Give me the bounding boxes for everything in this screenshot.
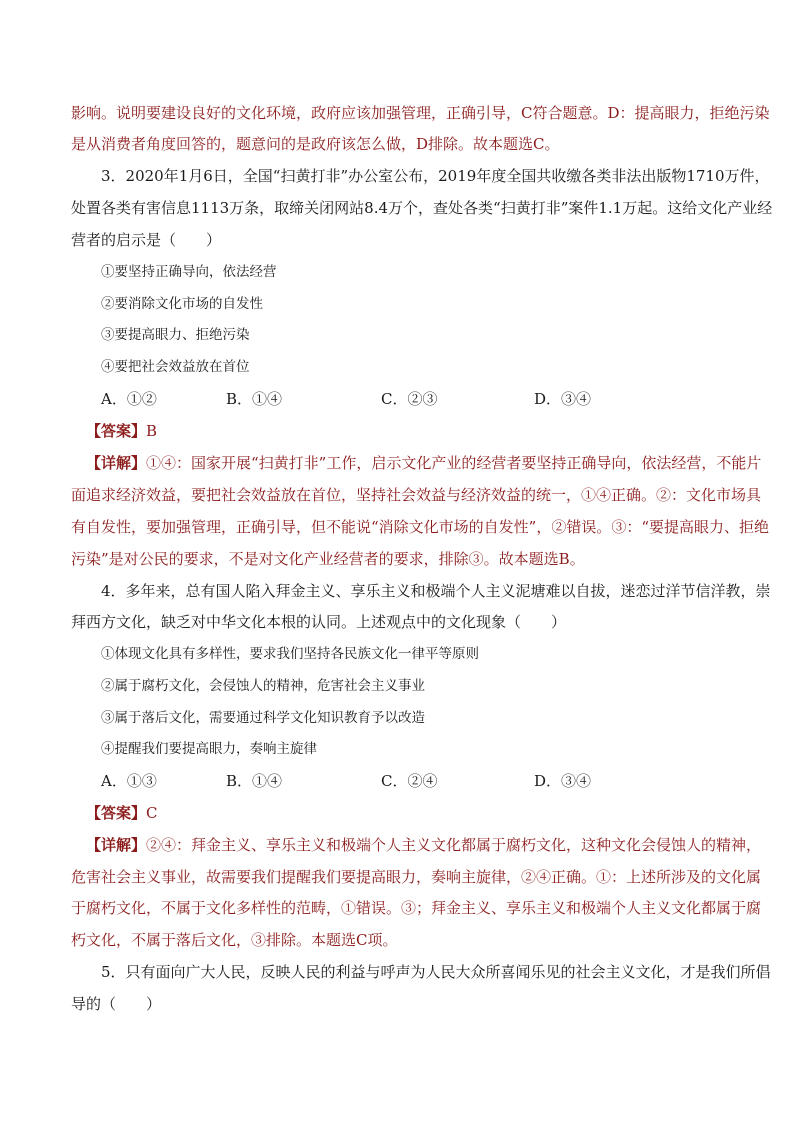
q4-item-2: ②属于腐朽文化，会侵蚀人的精神，危害社会主义事业 <box>101 678 425 694</box>
q3-detail-line-3: 有自发性，要加强管理，正确引导，但不能说“消除文化市场的自发性”，②错误。③：“要提高眼力、拒绝 <box>71 518 770 536</box>
q4-item-1: ①体现文化具有多样性，要求我们坚持各民族文化一律平等原则 <box>101 646 479 662</box>
detail-tag: 【详解】 <box>86 454 147 472</box>
q4-stem-line-2: 拜西方文化，缺乏对中华文化本根的认同。上述观点中的文化现象（ ） <box>71 613 567 631</box>
q3-item-2: ②要消除文化市场的自发性 <box>101 296 263 312</box>
q3-stem-line-1: 3．2020年1月6日，全国“扫黄打非”办公室公布，2019年度全国共收缴各类非法出版物1710万件， <box>101 167 770 185</box>
q4-option-c: C．②④ <box>381 772 438 790</box>
q3-option-a: A．①② <box>101 390 157 408</box>
q3-item-3: ③要提高眼力、拒绝污染 <box>101 327 250 343</box>
q4-option-a: A．①③ <box>101 772 157 790</box>
q3-detail-line-2: 面追求经济效益，要把社会效益放在首位，坚持社会效益与经济效益的统一，①④正确。②：文化市场具 <box>71 486 762 504</box>
q4-item-4: ④提醒我们要提高眼力，奏响主旋律 <box>101 741 317 757</box>
q3-item-1: ①要坚持正确导向，依法经营 <box>101 264 277 280</box>
detail-text: ①④：国家开展“扫黄打非”工作，启示文化产业的经营者要坚持正确导向，依法经营，不能片 <box>146 454 762 472</box>
q3-stem-line-2: 处置各类有害信息1113万条，取缔关闭网站8.4万个，查处各类“扫黄打非”案件1.1万起。这给文化产业经 <box>71 199 773 217</box>
q3-stem-line-3: 营者的启示是（ ） <box>71 231 222 249</box>
q3-answer <box>86 421 746 441</box>
q3-item-4: ④要把社会效益放在首位 <box>101 359 250 375</box>
answer-value: C <box>146 804 158 822</box>
detail-tag: 【详解】 <box>86 836 147 854</box>
q4-detail-line-3: 于腐朽文化，不属于文化多样性的范畴，①错误。③；拜金主义、享乐主义和极端个人主义文化都属于腐 <box>71 899 762 917</box>
q3-option-c: C．②③ <box>381 390 438 408</box>
q4-item-3: ③属于落后文化，需要通过科学文化知识教育予以改造 <box>101 710 425 726</box>
answer-tag: 【答案】 <box>86 422 147 440</box>
detail-text: ②④：拜金主义、享乐主义和极端个人主义文化都属于腐朽文化，这种文化会侵蚀人的精神， <box>146 836 762 854</box>
q3-option-d: D．③④ <box>534 390 592 408</box>
q3-detail-line-4: 污染”是对公民的要求，不是对文化产业经营者的要求，排除③。故本题选B。 <box>71 550 585 568</box>
q4-stem-line-1: 4．多年来，总有国人陷入拜金主义、享乐主义和极端个人主义泥塘难以自拔，迷恋过洋节信洋教，崇 <box>101 582 771 600</box>
q5-stem-line-1: 5．只有面向广大人民，反映人民的利益与呼声为人民大众所喜闻乐见的社会主义文化，才是我们所倡 <box>101 963 771 981</box>
answer-value: B <box>146 422 158 440</box>
q3-detail-line-1 <box>86 453 762 473</box>
q4-detail-line-1 <box>86 835 762 855</box>
q4-option-d: D．③④ <box>534 772 592 790</box>
q4-detail-line-2: 危害社会主义事业，故需要我们提醒我们要提高眼力，奏响主旋律，②④正确。①：上述所涉及的文化属 <box>71 868 762 886</box>
prev-detail-line-1: 影响。说明要建设良好的文化环境，政府应该加强管理，正确引导，C符合题意。D：提高眼力，拒绝污染 <box>71 104 770 122</box>
q4-detail-line-4: 朽文化，不属于落后文化，③排除。本题选C项。 <box>71 931 398 949</box>
q3-option-b: B．①④ <box>226 390 283 408</box>
answer-tag: 【答案】 <box>86 804 147 822</box>
q4-option-b: B．①④ <box>226 772 283 790</box>
q5-stem-line-2: 导的（ ） <box>71 995 162 1013</box>
prev-detail-line-2: 是从消费者角度回答的，题意问的是政府该怎么做，D排除。故本题选C。 <box>71 135 560 153</box>
q4-answer <box>86 803 746 823</box>
